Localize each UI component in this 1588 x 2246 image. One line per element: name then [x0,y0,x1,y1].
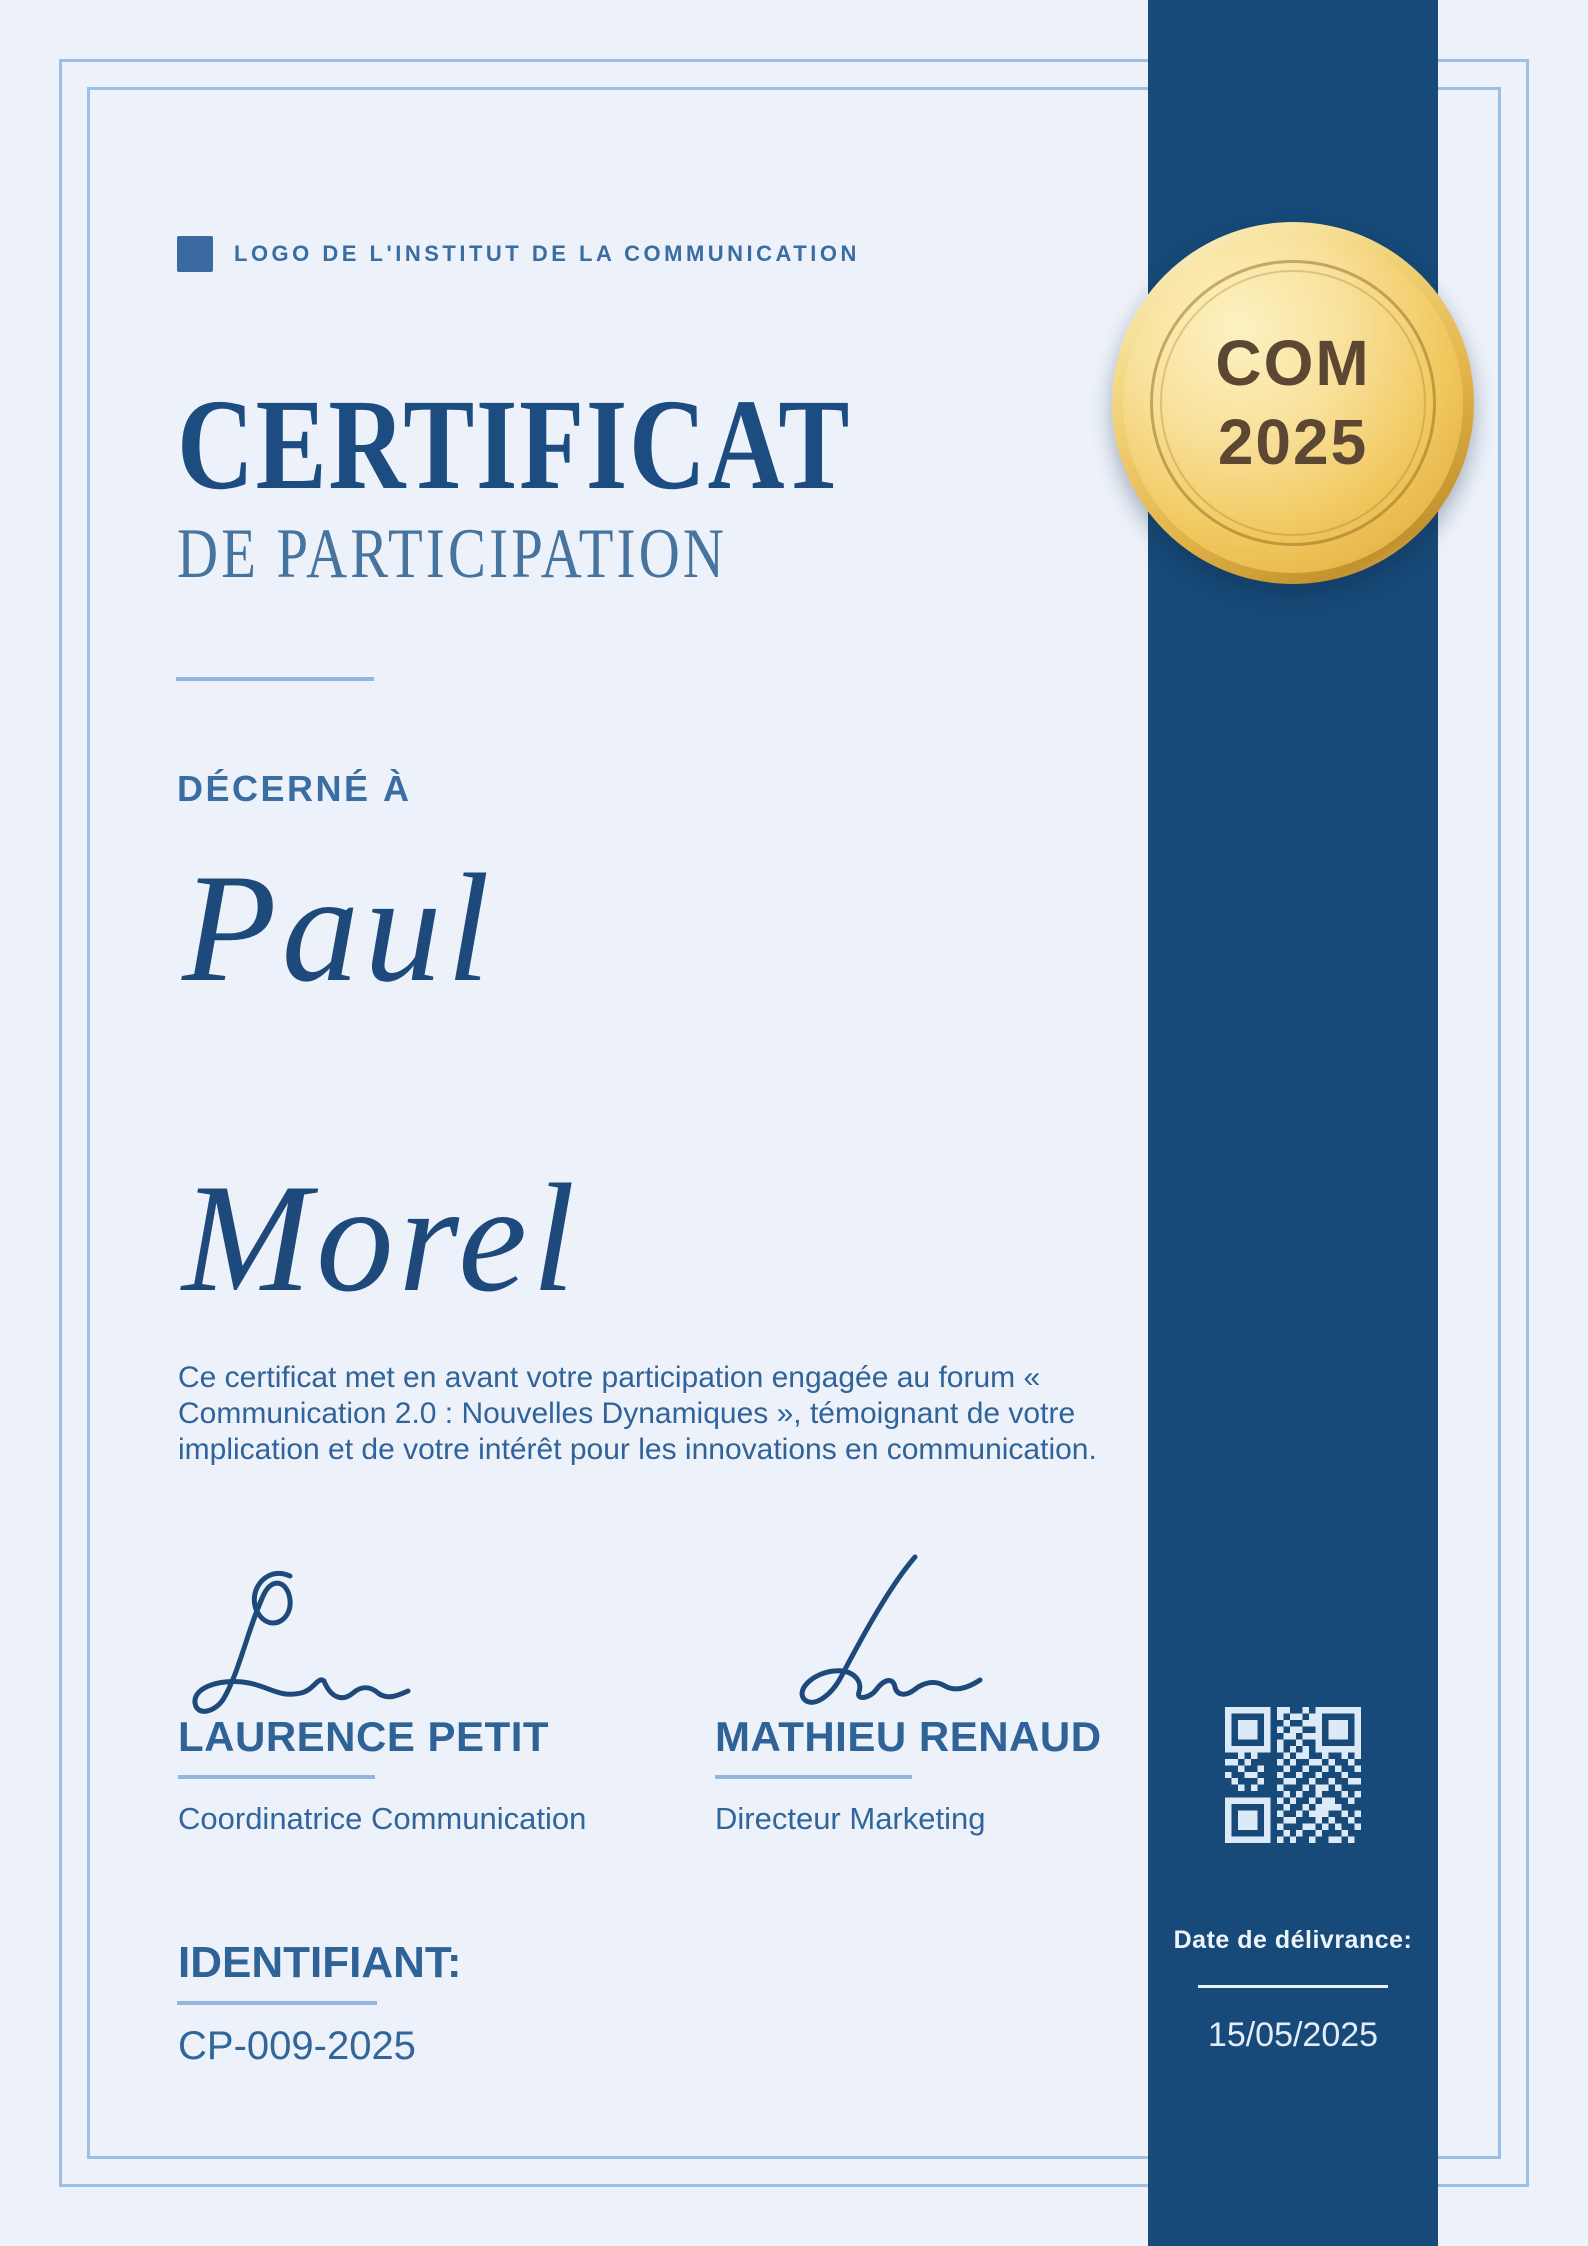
description-line-3: implication et de votre intérêt pour les innovations en communication. [178,1433,1097,1466]
logo-square-icon [177,236,213,272]
certificate-subtitle: DE PARTICIPATION [177,515,728,593]
identifier-value: CP-009-2025 [178,2024,416,2068]
issue-date-value: 15/05/2025 [1207,2016,1379,2054]
signatory-1-name: LAURENCE PETIT [178,1713,550,1760]
title-divider [176,677,374,681]
recipient-first-name: Paul [182,842,495,1014]
signatory-1-role: Coordinatrice Communication [178,1801,587,1836]
medal-text [1215,324,1370,482]
qr-code-icon [1225,1707,1361,1843]
recipient-last-name: Morel [182,1152,581,1324]
issue-date-label: Date de délivrance: [1173,1926,1413,1954]
signature-2-icon [700,1545,1010,1725]
description-line-2: Communication 2.0 : Nouvelles Dynamiques », témoignant de votre [178,1397,1076,1430]
signatory-1-divider [178,1775,375,1779]
institute-logo [177,236,860,272]
signatory-1 [178,1713,586,1837]
signatory-2 [715,1713,1102,1837]
medal-line2: 2025 [1217,406,1369,478]
signatory-2-name: MATHIEU RENAUD [715,1713,1102,1760]
logo-label: LOGO DE L'INSTITUT DE LA COMMUNICATION [234,241,860,266]
certificate-title: CERTIFICAT [177,373,852,517]
awarded-to-label: DÉCERNÉ À [177,768,412,809]
description-line-1: Ce certificat met en avant votre participation engagée au forum « [178,1361,1041,1394]
signatory-2-divider [715,1775,912,1779]
identifier-label: IDENTIFIANT: [178,1938,462,1987]
identifier-divider [177,2001,377,2005]
issue-date-divider [1198,1985,1388,1988]
signatory-2-role: Directeur Marketing [715,1801,986,1836]
signature-1-icon [172,1560,462,1720]
certificate-description [178,1360,1178,1468]
medal-line1: COM [1215,327,1371,399]
issue-date-block [1148,1926,1438,2055]
gold-medal-icon [1112,222,1474,584]
